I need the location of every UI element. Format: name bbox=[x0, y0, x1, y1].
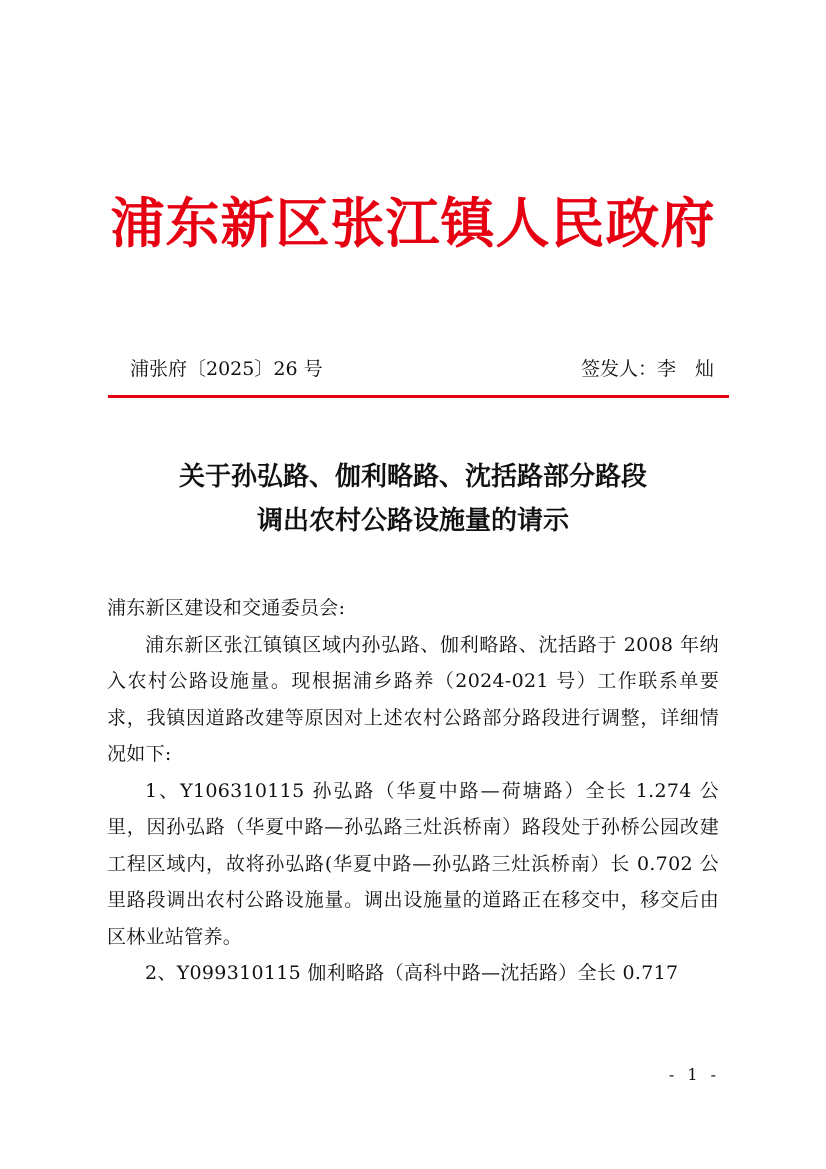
document-title-line-1: 关于孙弘路、伽利略路、沈括路部分路段 bbox=[178, 462, 647, 492]
document-body bbox=[107, 590, 719, 992]
red-header-rule bbox=[108, 395, 729, 398]
body-paragraph-intro: 浦东新区张江镇镇区域内孙弘路、伽利略路、沈括路于 2008 年纳入农村公路设施量。现根据浦乡路养（2024-021 号）工作联系单要求，我镇因道路改建等原因对上述农村公路部分路段进行调整，详细情况如下: bbox=[107, 633, 719, 765]
body-paragraph-item-1: 1、Y106310115 孙弘路（华夏中路—荷塘路）全长 1.274 公里，因孙弘路（华夏中路—孙弘路三灶浜桥南）路段处于孙桥公园改建工程区域内，故将孙弘路(华夏中路—孙弘路三灶浜桥南）长 0.702 公里路段调出农村公路设施量。调出设施量的道路正在移交中，移交后由区林业站管养。 bbox=[107, 779, 719, 948]
document-number: 浦张府〔2025〕26 号 bbox=[130, 358, 323, 380]
document-title bbox=[80, 455, 746, 543]
document-title-line-2: 调出农村公路设施量的请示 bbox=[256, 506, 569, 536]
issuing-organization-title: 浦东新区张江镇人民政府 bbox=[110, 191, 716, 255]
salutation: 浦东新区建设和交通委员会: bbox=[107, 597, 346, 619]
page-number: - 1 - bbox=[668, 1065, 720, 1084]
body-paragraph-item-2: 2、Y099310115 伽利略路（高科中路—沈括路）全长 0.717 bbox=[145, 962, 679, 984]
issuer-signature-line: 签发人：李 灿 bbox=[580, 358, 714, 380]
